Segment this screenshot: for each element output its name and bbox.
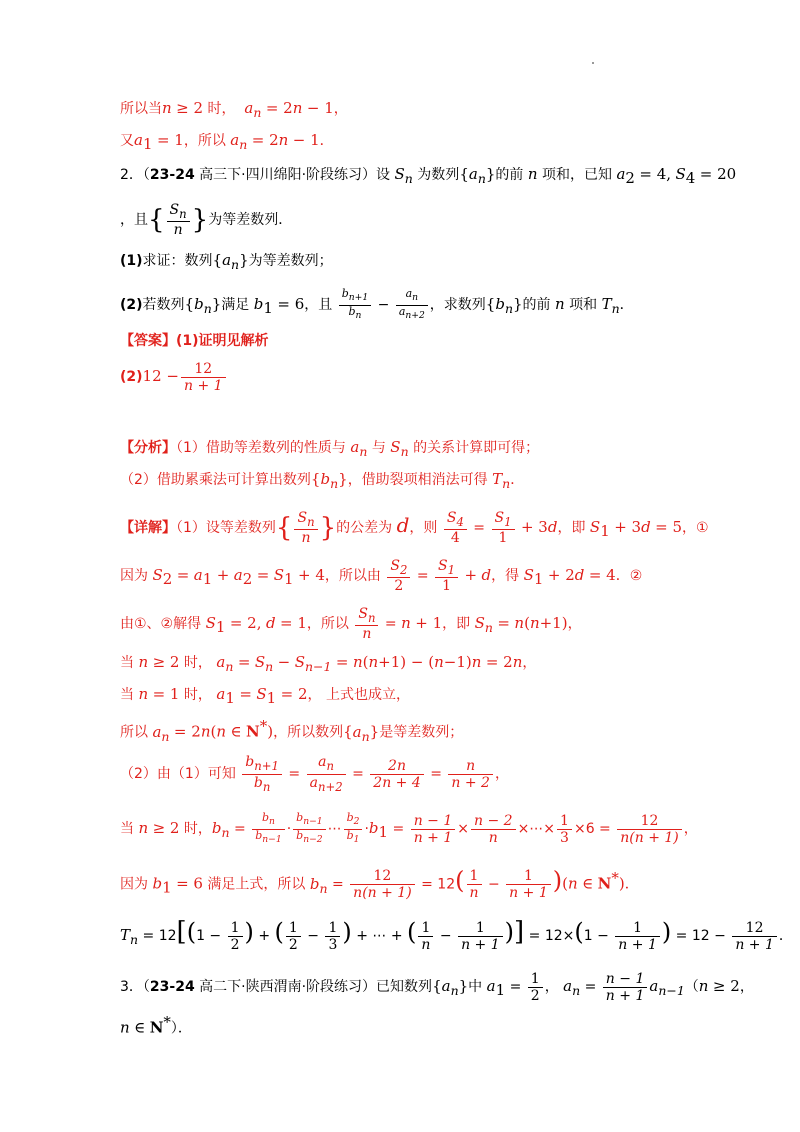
detail-line-6: 所以 $a_n = 2n(n$ ∈ N*)，所以数列$\{a_n\}$是等差数列； xyxy=(120,717,464,744)
question-2-part-1: (1)求证：数列$\{a_n\}$为等差数列； xyxy=(120,251,333,272)
detail-line-8: 当 n ≥ 2 时，$b_n$ = $\frac{b_n}{b_{n-1}}$ · $\frac{b_{n-1}}{b_{n-2}}$ ⋯ $\frac{b_2}{b_1}$ $\cdot b_1$ = $\frac{n - 1}{n + 1}$ × $\frac{n - 2}{n}$ ×⋯× $\frac{1}{3}$ ×6 = $\frac{12}{n(n + 1)}$ ， xyxy=(120,811,698,846)
detail-line-1: 【详解】（1）设等差数列{ $\frac{S_n}{n}$ }的公差为 d，则 $\frac{S_4}{4}$ = $\frac{S_1}{1}$ + 3d，即 $S_1 + 3d = 5$，① xyxy=(120,509,709,547)
question-2-condition: ，且{ $\frac{S_n}{n}$ }为等差数列． xyxy=(120,201,293,239)
detail-line-9: 因为 $b_1 = 6$ 满足上式，所以 $b_n$ = $\frac{12}{n(n + 1)}$ = 12( $\frac{1}{n}$ − $\frac{1}{n + 1}$ )(n ∈ N*)． xyxy=(120,866,639,902)
question-3-tail: n ∈ N*）． xyxy=(120,1013,192,1037)
solution-line-1: 所以当n ≥ 2 时， $a_n = 2n - 1$， xyxy=(120,99,348,120)
corner-dot xyxy=(592,62,594,64)
answer-line-1: 【答案】(1)证明见解析 xyxy=(120,333,269,349)
analysis-line-2: （2）借助累乘法可计算出数列$\{b_n\}$，借助裂项相消法可得 $T_n$． xyxy=(120,470,525,491)
solution-line-2: 又$a_1 = 1$，所以 $a_n = 2n - 1$． xyxy=(120,131,334,153)
detail-line-4: 当 n ≥ 2 时， $a_n = S_n - S_{n-1} = n(n+1) - (n-1)n = 2n$， xyxy=(120,653,537,674)
detail-line-10: $T_n = 12[(1$ − $\frac{1}{2}$ ) + ( $\frac{1}{2}$ − $\frac{1}{3}$ ) + ⋯ + ( $\frac{1}{n}$ − $\frac{1}{n + 1}$ )] = 12×(1 − $\frac{1}{n + 1}$ ) = 12 − $\frac{12}{n + 1}$ ． xyxy=(120,917,793,953)
detail-line-5: 当 n = 1 时， $a_1 = S_1 = 2$， 上式也成立， xyxy=(120,685,410,707)
answer-line-2: (2)12 − $\frac{12}{n + 1}$ xyxy=(120,356,228,397)
detail-line-3: 由①、②解得 $S_1 = 2$, d = 1，所以 $\frac{S_n}{n}$ = n + 1，即 $S_n = n(n+1)$， xyxy=(120,605,582,643)
detail-line-7: （2）由（1）可知 $\frac{b_{n+1}}{b_n}$ = $\frac{a_n}{a_{n+2}}$ = $\frac{2n}{2n + 4}$ = $\frac{n}{n + 2}$ ， xyxy=(120,753,509,794)
question-2-header: 2．（23-24 高三下·四川绵阳·阶段练习）设 $S_n$ 为数列$\{a_n\}$的前 n 项和，已知 $a_2 = 4$, $S_4 = 20$ xyxy=(120,165,737,187)
detail-line-2: 因为 $S_2 = a_1 + a_2 = S_1 + 4$，所以由 $\frac{S_2}{2}$ = $\frac{S_1}{1}$ + d，得 $S_1 + 2d = 4$．② xyxy=(120,557,643,595)
question-2-part-2: (2)若数列$\{b_n\}$满足 $b_1 = 6$，且 $\frac{b_{n+1}}{b_n}$ − $\frac{a_n}{a_{n+2}}$ ，求数列$\{b_n\}$的前 n 项和 $T_n$． xyxy=(120,287,634,321)
question-3-header: 3．（23-24 高二下·陕西渭南·阶段练习）已知数列$\{a_n\}$中 $a_1$ = $\frac{1}{2}$ ， $a_n$ = $\frac{n - 1}{n + 1}$ $a_{n-1}(n \ge 2$， xyxy=(120,970,754,1004)
analysis-line-1: 【分析】（1）借助等差数列的性质与 $a_n$ 与 $S_n$ 的关系计算即可得； xyxy=(120,438,540,459)
